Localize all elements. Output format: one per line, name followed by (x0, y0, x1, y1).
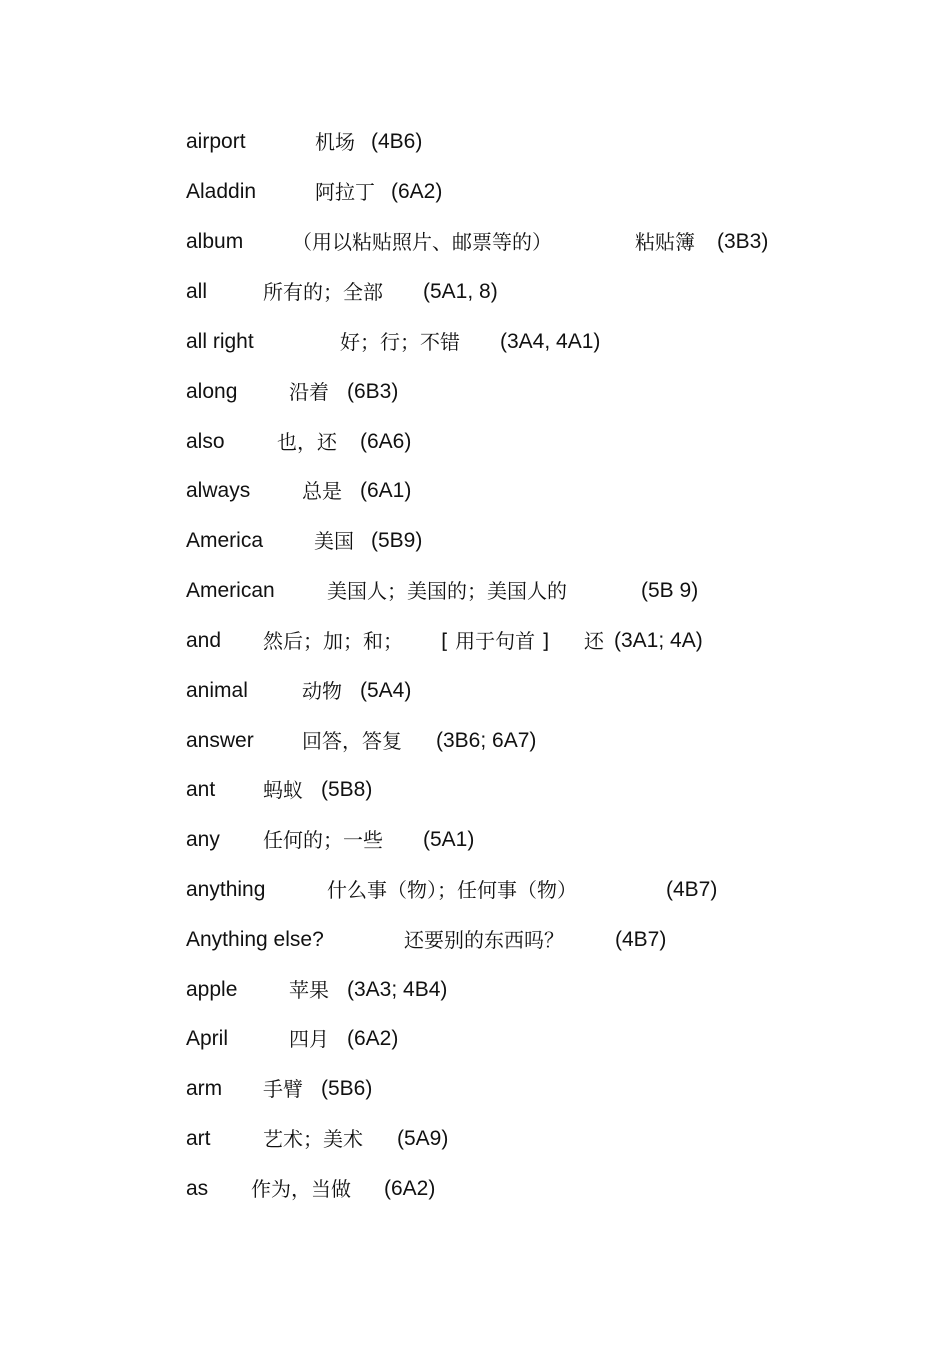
entry-word: Aladdin (186, 180, 257, 203)
entry-meaning: 机场 (315, 130, 355, 154)
entry-ref: (3A1; 4A) (614, 629, 703, 652)
entry-meaning: 作为，当做 (251, 1177, 351, 1201)
entry-meaning-extra: 粘贴簿 (635, 230, 695, 254)
entry-ref: (5A1, 8) (423, 280, 498, 303)
entry-word: answer (186, 729, 254, 752)
entry-ref: (5B8) (321, 778, 373, 801)
entry-word: American (186, 579, 275, 602)
entry-meaning: 沿着 (289, 380, 329, 404)
entry-meaning: 所有的；全部 (263, 280, 383, 304)
entry-word: Anything else? (186, 928, 324, 951)
entry-meaning: 动物 (302, 679, 342, 703)
entry-word: and (186, 629, 222, 652)
entry-meaning-extra: [ 用于句首 ] (441, 629, 550, 653)
entry-ref: (6A2) (384, 1177, 436, 1200)
entry-meaning: 阿拉丁 (315, 180, 375, 204)
entry-word: album (186, 230, 244, 253)
entry-word: along (186, 380, 238, 403)
entry-meaning: 艺术；美术 (263, 1127, 363, 1151)
entry-word: anything (186, 878, 266, 901)
entry-ref: (6A2) (347, 1027, 399, 1050)
entry-ref: (6B3) (347, 380, 399, 403)
entry-ref: (3A4, 4A1) (500, 330, 601, 353)
entry-meaning: 总是 (302, 479, 342, 503)
entry-meaning: 什么事（物）；任何事（物） (327, 878, 577, 902)
entry-ref: (3B6; 6A7) (436, 729, 537, 752)
entry-word: also (186, 430, 225, 453)
entry-ref: (3B3) (717, 230, 769, 253)
entry-ref: (4B7) (666, 878, 718, 901)
entry-meaning: 美国人；美国的；美国人的 (327, 579, 567, 603)
entry-ref: (5A1) (423, 828, 475, 851)
entry-word: art (186, 1127, 211, 1150)
entry-meaning: 苹果 (289, 978, 329, 1002)
entry-word: always (186, 479, 251, 502)
entry-ref: (3A3; 4B4) (347, 978, 448, 1001)
entry-word: all (186, 280, 208, 303)
entry-word: any (186, 828, 220, 851)
entry-word: airport (186, 130, 246, 153)
entry-ref: (6A6) (360, 430, 412, 453)
entry-meaning: 手臂 (263, 1077, 303, 1101)
entry-word: arm (186, 1077, 223, 1100)
entry-word: apple (186, 978, 238, 1001)
entry-ref: (4B7) (615, 928, 667, 951)
entry-word: April (186, 1027, 229, 1050)
entry-meaning: 美国 (314, 529, 354, 553)
entry-word: as (186, 1177, 209, 1200)
entry-word: ant (186, 778, 216, 801)
entry-ref: (5B9) (371, 529, 423, 552)
entry-ref: (5B6) (321, 1077, 373, 1100)
entry-meaning: 也，还 (277, 430, 337, 454)
entry-meaning: 回答，答复 (302, 729, 402, 753)
entry-word: America (186, 529, 264, 552)
entry-meaning: 然后；加；和； (263, 629, 403, 653)
entry-meaning: 蚂蚁 (263, 778, 303, 802)
entry-word: all right (186, 330, 254, 353)
entry-meaning-extra: 还 (584, 629, 604, 653)
entry-ref: (5B 9) (641, 579, 699, 602)
entry-ref: (6A2) (391, 180, 443, 203)
entry-meaning: （用以粘贴照片、邮票等的） (292, 230, 552, 254)
entry-meaning: 还要别的东西吗？ (404, 928, 564, 952)
entry-word: animal (186, 679, 248, 702)
entry-meaning: 任何的；一些 (263, 828, 383, 852)
entry-meaning: 好；行；不错 (340, 330, 460, 354)
entry-meaning: 四月 (289, 1027, 329, 1051)
entry-ref: (6A1) (360, 479, 412, 502)
entry-ref: (5A4) (360, 679, 412, 702)
entry-ref: (4B6) (371, 130, 423, 153)
entry-ref: (5A9) (397, 1127, 449, 1150)
